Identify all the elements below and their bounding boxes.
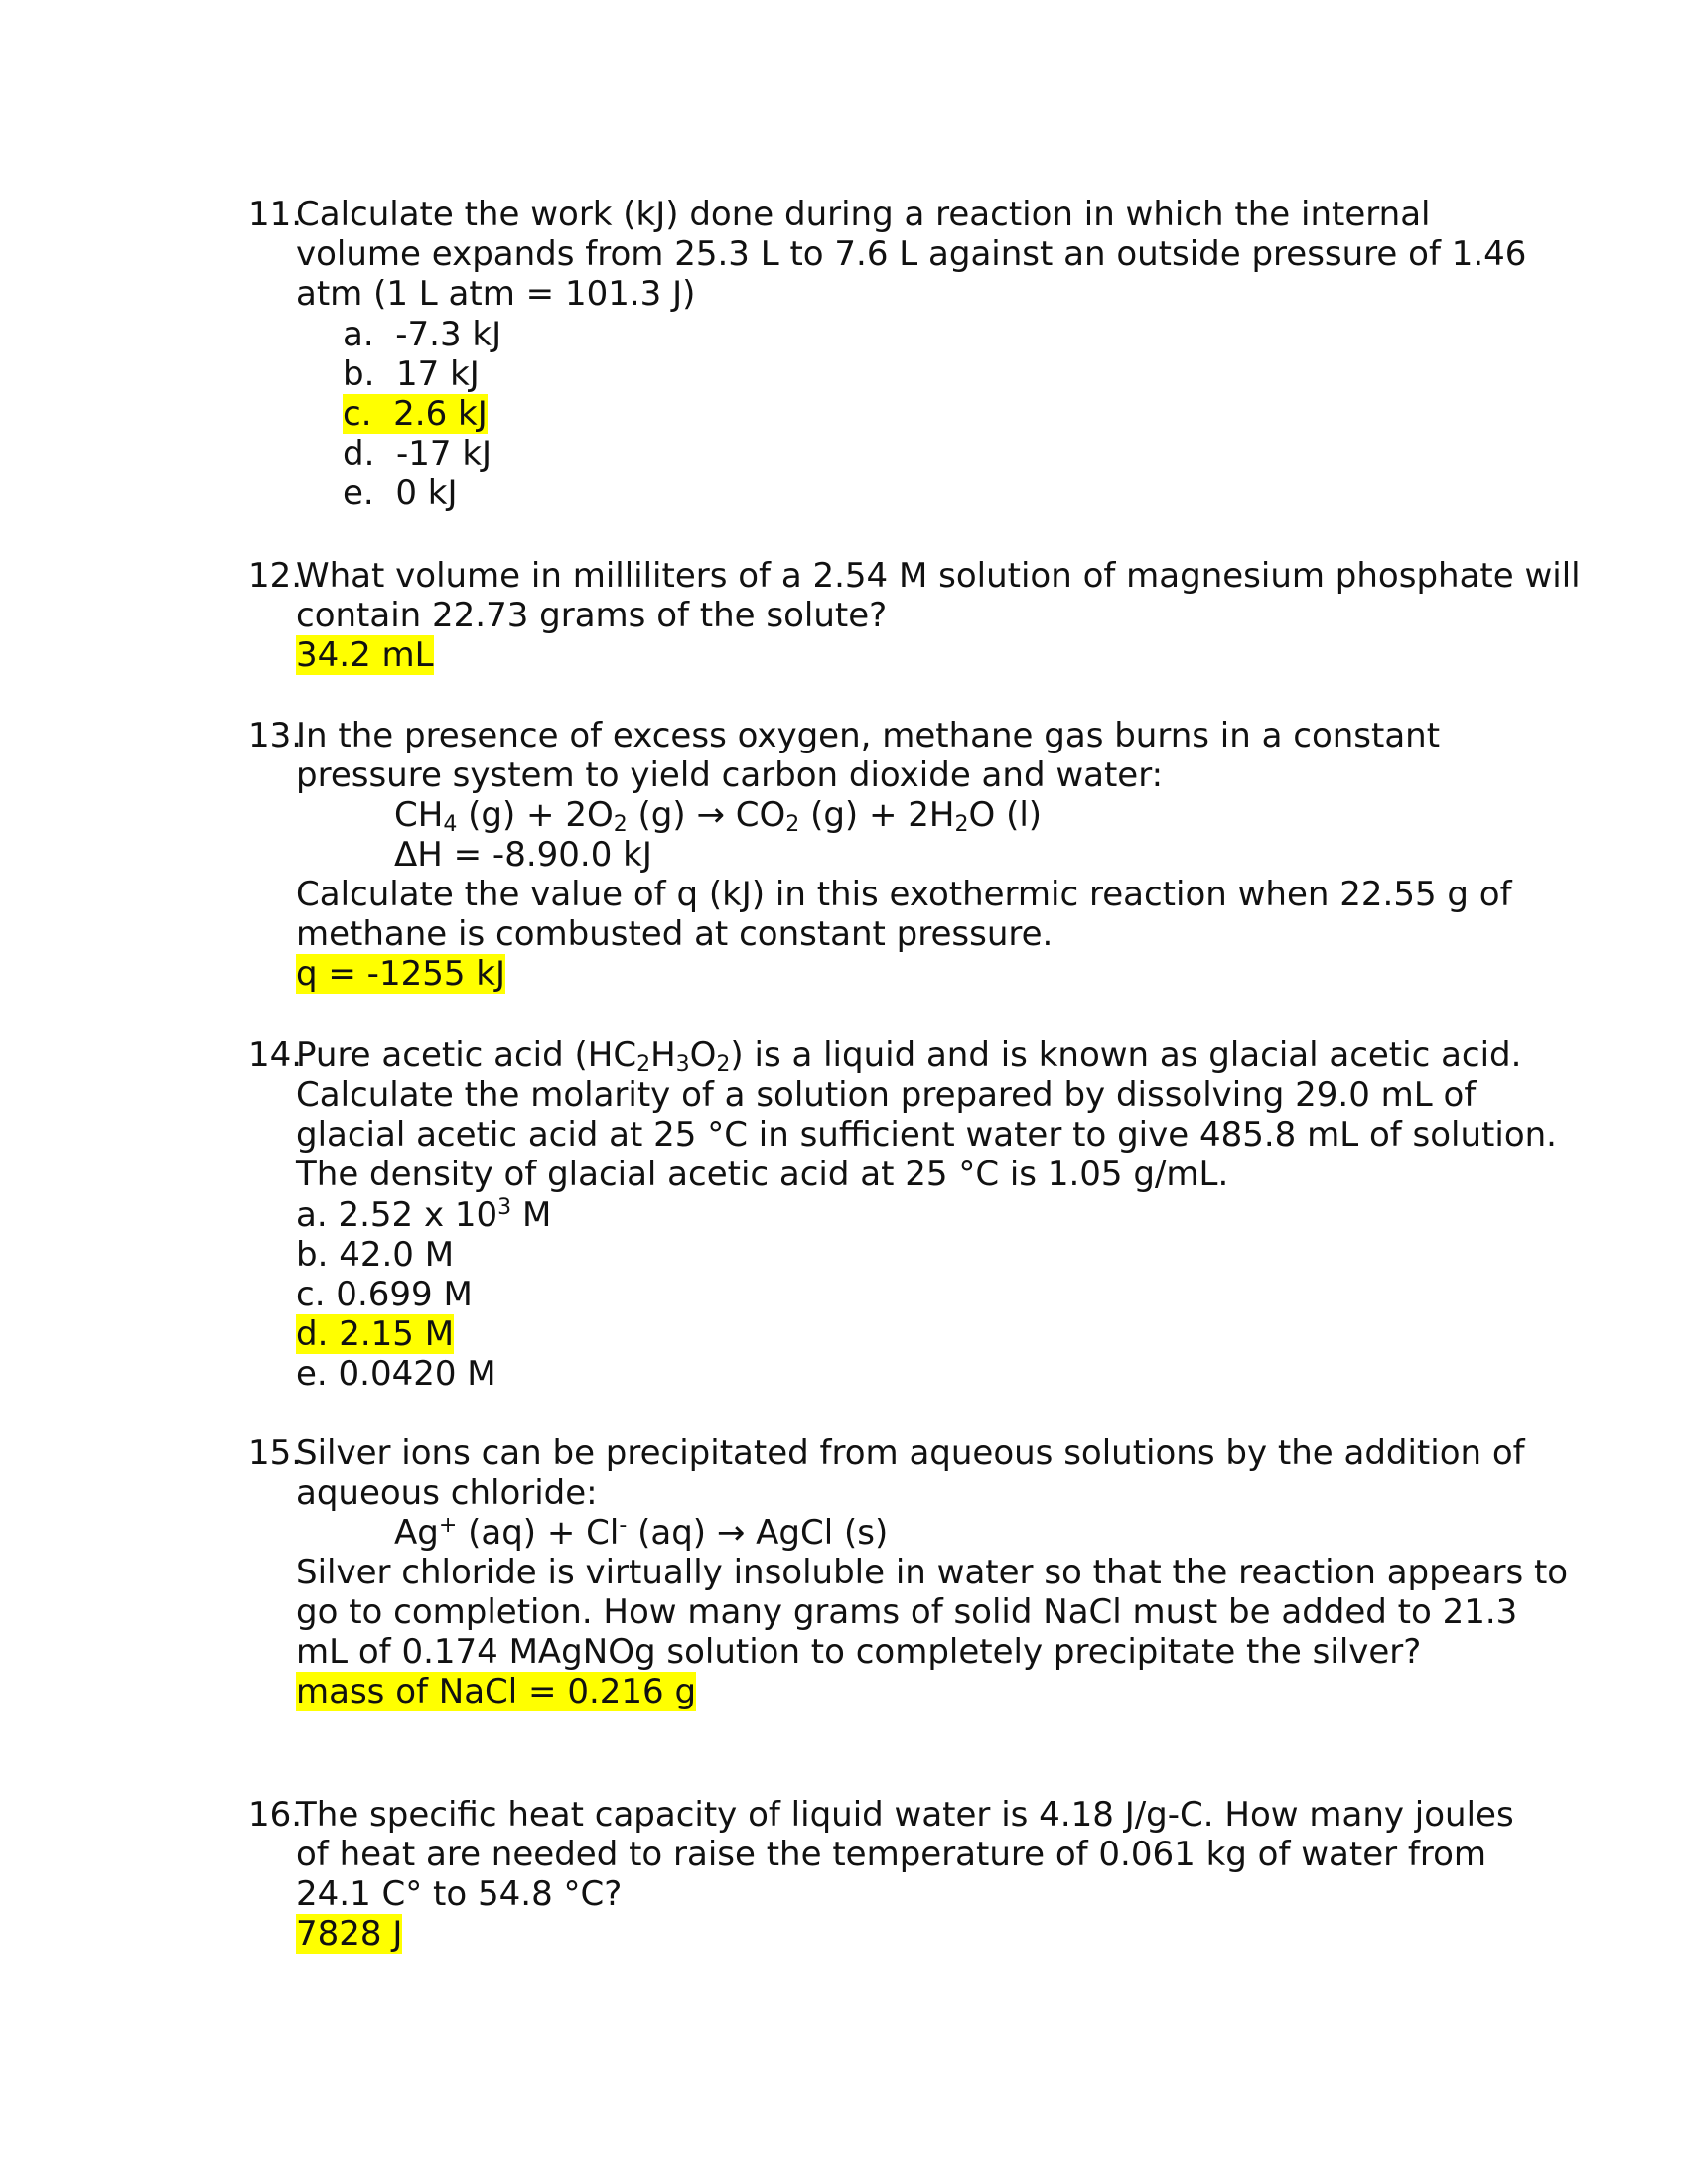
question-text-line: Pure acetic acid $(HC_2H_3O_2)$ is a liquid and is known as glacial acetic acid. [296, 1035, 1522, 1077]
question-number: 12. [248, 556, 303, 596]
question-text-line: of heat are needed to raise the temperature of 0.061 kg of water from [296, 1835, 1487, 1874]
question-text-line: aqueous chloride: [296, 1473, 598, 1513]
question-text-line: pressure system to yield carbon dioxide and water: [296, 755, 1164, 795]
question-text-line: glacial acetic acid at 25 °C in sufficient water to give 485.8 mL of solution. [296, 1115, 1557, 1155]
question-number: 16. [248, 1795, 303, 1835]
question-text-line: Silver chloride is virtually insoluble in water so that the reaction appears to [296, 1553, 1569, 1592]
question-text-line: Calculate the molarity of a solution prepared by dissolving 29.0 mL of [296, 1075, 1477, 1115]
question-number: 11. [248, 195, 303, 234]
option-a: a. 2.52 x $10^3$ M [296, 1195, 552, 1235]
option-b: b. 42.0 M [296, 1235, 455, 1275]
option-a: a. -7.3 kJ [343, 315, 502, 354]
question-number: 14. [248, 1035, 303, 1075]
question-number: 13. [248, 716, 303, 755]
highlighted-answer: q = -1255 kJ [296, 954, 506, 994]
question-text-line: In the presence of excess oxygen, methane gas burns in a constant [296, 716, 1441, 755]
option-d: d. -17 kJ [343, 434, 492, 474]
question-text-line: methane is combusted at constant pressure. [296, 914, 1054, 954]
option-b: b. 17 kJ [343, 354, 480, 394]
highlighted-answer: 7828 J [296, 1914, 403, 1954]
chemical-equation: $CH_4$ $(g) + 2O_2$ $(g) \to CO_2$ $(g) + 2H_2O$ (l) [394, 795, 1043, 837]
question-text-line: go to completion. How many grams of solid NaCl must be added to 21.3 [296, 1592, 1518, 1632]
question-text-line: contain 22.73 grams of the solute? [296, 596, 888, 635]
option-c-highlighted-answer: c. 2.6 kJ [343, 394, 488, 434]
question-text-line: Silver ions can be precipitated from aqueous solutions by the addition of [296, 1433, 1525, 1473]
chemical-equation: Ag+ (aq) + Cl- (aq) → AgCl (s) [394, 1513, 889, 1553]
question-text-line: Calculate the work (kJ) done during a reaction in which the internal [296, 195, 1431, 234]
question-text-line: mL of 0.174 MAgNOg solution to completely precipitate the silver? [296, 1632, 1422, 1672]
question-text-line: volume expands from 25.3 L to 7.6 L against an outside pressure of 1.46 [296, 234, 1527, 274]
question-text-line: The specific heat capacity of liquid water is 4.18 J/g-C. How many joules [296, 1795, 1514, 1835]
option-e: e. 0 kJ [343, 474, 458, 513]
question-text-line: The density of glacial acetic acid at 25 °C is 1.05 g/mL. [296, 1155, 1229, 1194]
question-text-line: 24.1 C° to 54.8 °C? [296, 1874, 623, 1914]
question-text-line: What volume in milliliters of a 2.54 M solution of magnesium phosphate will [296, 556, 1581, 596]
option-c: c. 0.699 M [296, 1275, 473, 1314]
enthalpy-value: ΔH = -8.90.0 kJ [394, 835, 652, 875]
option-e: e. 0.0420 M [296, 1354, 496, 1394]
question-number: 15. [248, 1433, 303, 1473]
highlighted-answer: 34.2 mL [296, 635, 434, 675]
option-d-highlighted-answer: d. 2.15 M [296, 1314, 455, 1354]
question-text-line: atm (1 L atm = 101.3 J) [296, 274, 696, 314]
question-text-line: Calculate the value of q (kJ) in this exothermic reaction when 22.55 g of [296, 875, 1512, 914]
highlighted-answer: mass of NaCl = 0.216 g [296, 1672, 697, 1711]
